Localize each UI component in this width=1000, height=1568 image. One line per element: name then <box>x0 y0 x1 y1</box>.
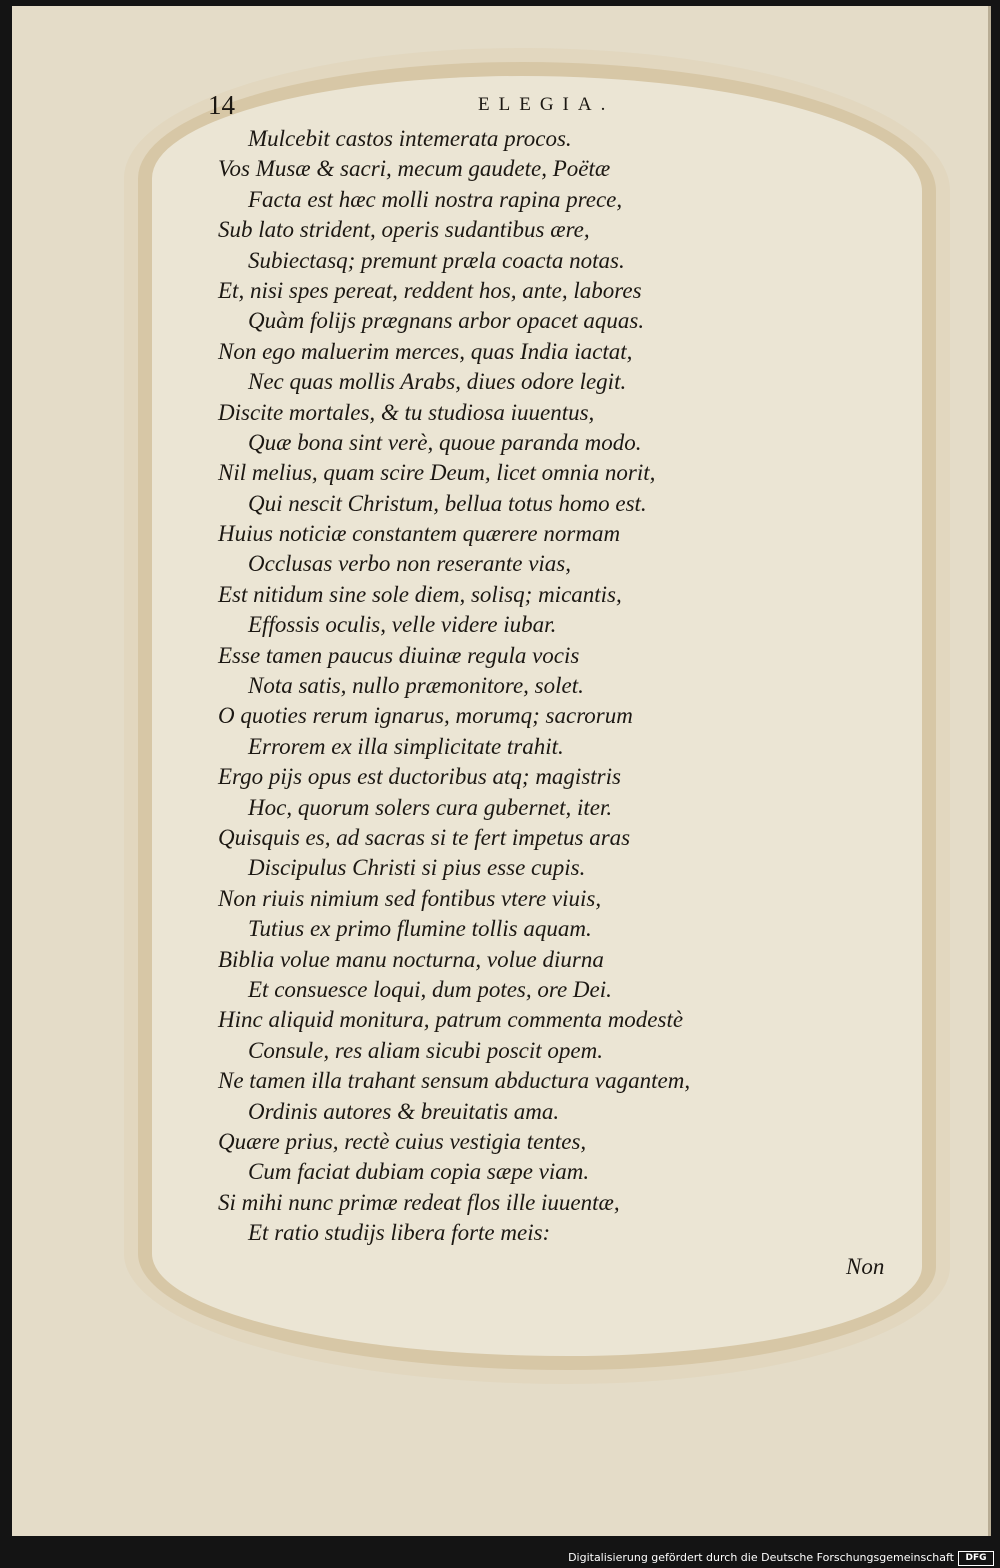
verse-line: Qui nescit Christum, bellua totus homo est. <box>248 490 647 516</box>
running-head: ELEGIA. <box>478 94 615 115</box>
verse-line: Ne tamen illa trahant sensum abductura vagantem, <box>218 1068 691 1094</box>
verse-line: Esse tamen paucus diuinæ regula vocis <box>218 642 580 668</box>
verse-line: Errorem ex illa simplicitate trahit. <box>248 733 564 759</box>
verse-line: Hoc, quorum solers cura gubernet, iter. <box>248 794 613 820</box>
verse-line: Discipulus Christi si pius esse cupis. <box>248 855 586 881</box>
verse-line: Quæ bona sint verè, quoue paranda modo. <box>248 429 642 455</box>
verse-line: Sub lato strident, operis sudantibus ære, <box>218 217 590 243</box>
verse-line: Ordinis autores & breuitatis ama. <box>248 1098 560 1124</box>
verse-line: Subiectasq; premunt præla coacta notas. <box>248 247 625 273</box>
verse-line: Nil melius, quam scire Deum, licet omnia norit, <box>218 460 656 486</box>
verse-line: Vos Musæ & sacri, mecum gaudete, Poëtæ <box>218 156 611 182</box>
verse-line: Est nitidum sine sole diem, solisq; micantis, <box>218 581 622 607</box>
verse-line: Tutius ex primo flumine tollis aquam. <box>248 916 592 942</box>
verse-line: Nec quas mollis Arabs, diues odore legit. <box>248 369 627 395</box>
verse-line: Quære prius, rectè cuius vestigia tentes, <box>218 1128 587 1154</box>
verse-line: Huius noticiæ constantem quærere normam <box>218 521 621 547</box>
verse-text <box>0 124 1000 1248</box>
page-header <box>0 0 1000 140</box>
verse-line: O quoties rerum ignarus, morumq; sacrorum <box>218 703 633 729</box>
verse-line: Mulcebit castos intemerata procos. <box>248 126 572 151</box>
funding-credit: Digitalisierung gefördert durch die Deutsche Forschungsgemeinschaft <box>568 1551 954 1564</box>
verse-line: Quàm folijs prægnans arbor opacet aquas. <box>248 308 645 334</box>
verse-line: Et ratio studijs libera forte meis: <box>248 1220 551 1246</box>
verse-line: Hinc aliquid monitura, patrum commenta modestè <box>218 1007 684 1033</box>
verse-line: Et, nisi spes pereat, reddent hos, ante, labores <box>218 277 642 303</box>
dfg-logo: DFG <box>958 1551 994 1566</box>
verse-line: Facta est hæc molli nostra rapina prece, <box>248 186 623 212</box>
verse-line: Ergo pijs opus est ductoribus atq; magistris <box>218 764 621 790</box>
verse-line: Non riuis nimium sed fontibus vtere viuis, <box>218 885 602 911</box>
verse-line: Non ego maluerim merces, quas India iactat, <box>218 338 633 364</box>
verse-line: Quisquis es, ad sacras si te fert impetus aras <box>218 824 631 850</box>
verse-line: Consule, res aliam sicubi poscit opem. <box>248 1037 603 1063</box>
verse-line: Nota satis, nullo præmonitore, solet. <box>248 673 584 699</box>
verse-line: Si mihi nunc primæ redeat flos ille iuuentæ, <box>218 1189 620 1215</box>
verse-line: Effossis oculis, velle videre iubar. <box>248 612 557 638</box>
catchword: Non <box>846 1254 885 1279</box>
footer-bar <box>0 1548 1000 1568</box>
verse-line: Biblia volue manu nocturna, volue diurna <box>218 946 604 972</box>
verse-line: Et consuesce loqui, dum potes, ore Dei. <box>248 976 612 1002</box>
verse-line: Cum faciat dubiam copia sæpe viam. <box>248 1159 590 1185</box>
verse-line: Occlusas verbo non reserante vias, <box>248 551 571 577</box>
verse-line: Discite mortales, & tu studiosa iuuentus, <box>218 399 595 425</box>
page-number: 14 <box>208 90 235 120</box>
